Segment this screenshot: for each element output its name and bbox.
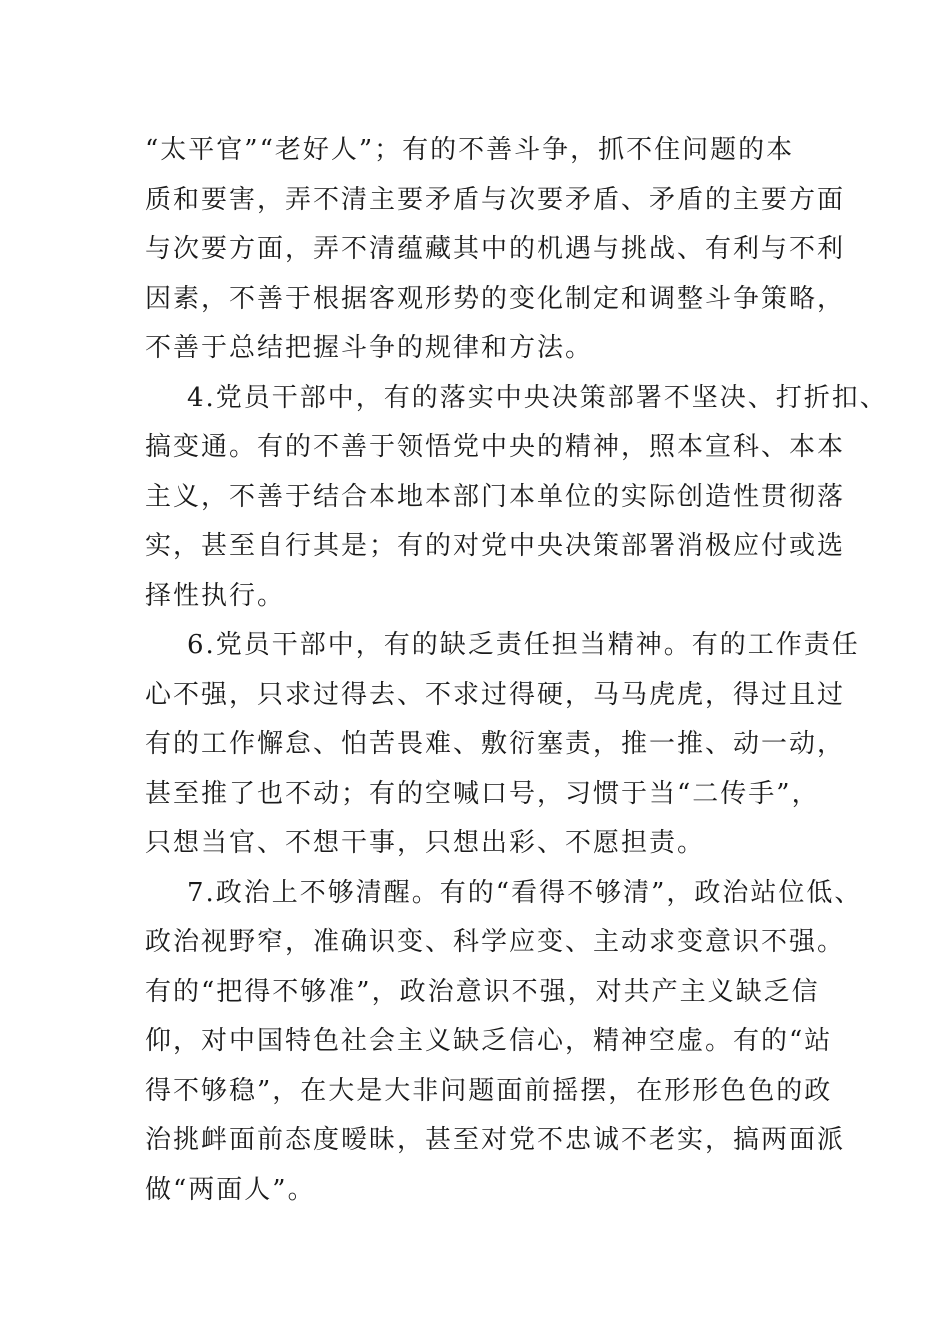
text-line: 政治视野窄，准确识变、科学应变、主动求变意识不强。 bbox=[145, 927, 846, 957]
paragraph-2 bbox=[145, 374, 888, 622]
text-line: 得不够稳”，在大是大非问题面前摇摆，在形形色色的政 bbox=[145, 1075, 833, 1106]
text-line: 心不强，只求过得去、不求过得硬，马马虎虎，得过且过 bbox=[145, 679, 846, 710]
text-line: 质和要害，弄不清主要矛盾与次要矛盾、矛盾的主要方面 bbox=[145, 184, 846, 215]
paragraph-1 bbox=[145, 126, 846, 374]
text-line-first: 7.政治上不够清醒。有的“看得不够清”，政治站位低、 bbox=[187, 877, 863, 908]
text-line-first: 6.党员干部中，有的缺乏责任担当精神。有的工作责任 bbox=[187, 630, 860, 660]
text-line: 与次要方面，弄不清蕴藏其中的机遇与挑战、有利与不利 bbox=[145, 234, 846, 264]
text-line: 只想当官、不想干事，只想出彩、不愿担责。 bbox=[145, 828, 706, 858]
text-line: 治挑衅面前态度暧昧，甚至对党不忠诚不老实，搞两面派 bbox=[145, 1125, 846, 1155]
text-line: 仰，对中国特色社会主义缺乏信心，精神空虚。有的“站 bbox=[145, 1026, 833, 1056]
document-body bbox=[145, 126, 888, 1215]
text-line: 搞变通。有的不善于领悟党中央的精神，照本宣科、本本 bbox=[145, 432, 846, 462]
text-line: 甚至推了也不动；有的空喊口号，习惯于当“二传手”， bbox=[145, 778, 820, 809]
text-line-first: 4.党员干部中，有的落实中央决策部署不坚决、打折扣、 bbox=[187, 382, 888, 413]
text-line: 实，甚至自行其是；有的对党中央决策部署消极应付或选 bbox=[145, 531, 846, 561]
text-line: 不善于总结把握斗争的规律和方法。 bbox=[145, 333, 594, 363]
text-line: 择性执行。 bbox=[145, 580, 286, 611]
paragraph-3 bbox=[145, 621, 860, 869]
paragraph-4 bbox=[145, 869, 863, 1216]
text-line: 有的“把得不够准”，政治意识不强，对共产主义缺乏信 bbox=[145, 976, 820, 1007]
text-line: 有的工作懈怠、怕苦畏难、敷衍塞责，推一推、动一动， bbox=[145, 729, 846, 759]
text-line: 主义，不善于结合本地本部门本单位的实际创造性贯彻落 bbox=[145, 481, 846, 512]
text-line: 做“两面人”。 bbox=[145, 1174, 316, 1205]
text-line: 因素，不善于根据客观形势的变化制定和调整斗争策略， bbox=[145, 283, 846, 314]
text-line: “太平官”“老好人”；有的不善斗争，抓不住问题的本 bbox=[145, 135, 795, 165]
